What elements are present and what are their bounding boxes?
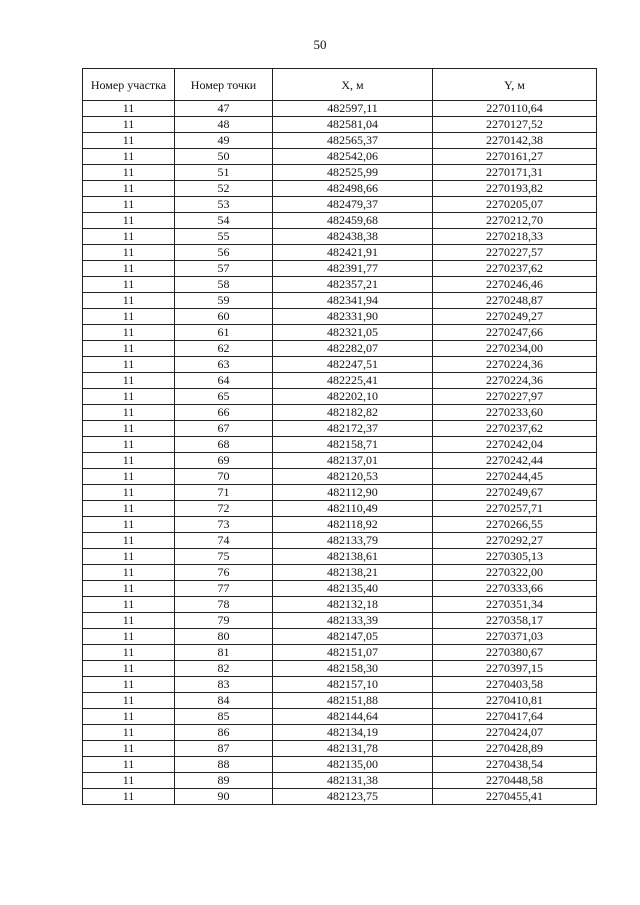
cell-plot-number: 11 bbox=[83, 581, 175, 597]
cell-point-number: 88 bbox=[175, 757, 273, 773]
cell-x-coordinate: 482459,68 bbox=[273, 213, 433, 229]
cell-x-coordinate: 482391,77 bbox=[273, 261, 433, 277]
cell-plot-number: 11 bbox=[83, 421, 175, 437]
header-x-coordinate: X, м bbox=[273, 69, 433, 101]
cell-plot-number: 11 bbox=[83, 453, 175, 469]
table-row bbox=[83, 773, 597, 789]
cell-plot-number: 11 bbox=[83, 533, 175, 549]
cell-x-coordinate: 482131,38 bbox=[273, 773, 433, 789]
cell-point-number: 80 bbox=[175, 629, 273, 645]
cell-x-coordinate: 482135,40 bbox=[273, 581, 433, 597]
cell-y-coordinate: 2270227,57 bbox=[433, 245, 597, 261]
cell-point-number: 61 bbox=[175, 325, 273, 341]
cell-point-number: 49 bbox=[175, 133, 273, 149]
cell-y-coordinate: 2270351,34 bbox=[433, 597, 597, 613]
cell-x-coordinate: 482133,79 bbox=[273, 533, 433, 549]
cell-point-number: 55 bbox=[175, 229, 273, 245]
cell-y-coordinate: 2270234,00 bbox=[433, 341, 597, 357]
cell-plot-number: 11 bbox=[83, 293, 175, 309]
table-row bbox=[83, 677, 597, 693]
cell-y-coordinate: 2270403,58 bbox=[433, 677, 597, 693]
cell-y-coordinate: 2270358,17 bbox=[433, 613, 597, 629]
cell-plot-number: 11 bbox=[83, 469, 175, 485]
cell-point-number: 58 bbox=[175, 277, 273, 293]
cell-plot-number: 11 bbox=[83, 117, 175, 133]
cell-point-number: 75 bbox=[175, 549, 273, 565]
cell-plot-number: 11 bbox=[83, 709, 175, 725]
table-row bbox=[83, 549, 597, 565]
table-row bbox=[83, 357, 597, 373]
cell-plot-number: 11 bbox=[83, 629, 175, 645]
cell-plot-number: 11 bbox=[83, 789, 175, 805]
cell-point-number: 53 bbox=[175, 197, 273, 213]
table-row bbox=[83, 181, 597, 197]
table-row bbox=[83, 405, 597, 421]
cell-plot-number: 11 bbox=[83, 725, 175, 741]
cell-x-coordinate: 482331,90 bbox=[273, 309, 433, 325]
cell-plot-number: 11 bbox=[83, 437, 175, 453]
cell-plot-number: 11 bbox=[83, 677, 175, 693]
cell-y-coordinate: 2270292,27 bbox=[433, 533, 597, 549]
cell-plot-number: 11 bbox=[83, 549, 175, 565]
cell-x-coordinate: 482542,06 bbox=[273, 149, 433, 165]
cell-plot-number: 11 bbox=[83, 373, 175, 389]
cell-plot-number: 11 bbox=[83, 405, 175, 421]
cell-point-number: 50 bbox=[175, 149, 273, 165]
table-row bbox=[83, 517, 597, 533]
cell-plot-number: 11 bbox=[83, 165, 175, 181]
cell-y-coordinate: 2270242,44 bbox=[433, 453, 597, 469]
table-row bbox=[83, 293, 597, 309]
header-point-number: Номер точки bbox=[175, 69, 273, 101]
table-row bbox=[83, 373, 597, 389]
cell-x-coordinate: 482134,19 bbox=[273, 725, 433, 741]
cell-x-coordinate: 482118,92 bbox=[273, 517, 433, 533]
table-row bbox=[83, 533, 597, 549]
cell-point-number: 65 bbox=[175, 389, 273, 405]
cell-point-number: 76 bbox=[175, 565, 273, 581]
cell-plot-number: 11 bbox=[83, 517, 175, 533]
cell-point-number: 63 bbox=[175, 357, 273, 373]
cell-y-coordinate: 2270438,54 bbox=[433, 757, 597, 773]
cell-plot-number: 11 bbox=[83, 277, 175, 293]
cell-point-number: 71 bbox=[175, 485, 273, 501]
cell-x-coordinate: 482225,41 bbox=[273, 373, 433, 389]
coordinates-table bbox=[82, 68, 597, 805]
cell-x-coordinate: 482120,53 bbox=[273, 469, 433, 485]
cell-x-coordinate: 482597,11 bbox=[273, 101, 433, 117]
cell-y-coordinate: 2270233,60 bbox=[433, 405, 597, 421]
cell-y-coordinate: 2270161,27 bbox=[433, 149, 597, 165]
cell-y-coordinate: 2270424,07 bbox=[433, 725, 597, 741]
cell-point-number: 60 bbox=[175, 309, 273, 325]
table-row bbox=[83, 789, 597, 805]
cell-y-coordinate: 2270242,04 bbox=[433, 437, 597, 453]
cell-plot-number: 11 bbox=[83, 741, 175, 757]
cell-point-number: 48 bbox=[175, 117, 273, 133]
cell-x-coordinate: 482138,61 bbox=[273, 549, 433, 565]
table-row bbox=[83, 389, 597, 405]
cell-plot-number: 11 bbox=[83, 197, 175, 213]
table-row bbox=[83, 613, 597, 629]
table-row bbox=[83, 501, 597, 517]
cell-plot-number: 11 bbox=[83, 773, 175, 789]
cell-y-coordinate: 2270193,82 bbox=[433, 181, 597, 197]
cell-y-coordinate: 2270224,36 bbox=[433, 373, 597, 389]
cell-x-coordinate: 482112,90 bbox=[273, 485, 433, 501]
table-row bbox=[83, 437, 597, 453]
table-row bbox=[83, 197, 597, 213]
header-y-coordinate: Y, м bbox=[433, 69, 597, 101]
cell-plot-number: 11 bbox=[83, 597, 175, 613]
cell-x-coordinate: 482135,00 bbox=[273, 757, 433, 773]
cell-plot-number: 11 bbox=[83, 661, 175, 677]
cell-y-coordinate: 2270248,87 bbox=[433, 293, 597, 309]
cell-point-number: 78 bbox=[175, 597, 273, 613]
table-row bbox=[83, 165, 597, 181]
cell-x-coordinate: 482158,71 bbox=[273, 437, 433, 453]
cell-y-coordinate: 2270205,07 bbox=[433, 197, 597, 213]
table-row bbox=[83, 133, 597, 149]
table-row bbox=[83, 341, 597, 357]
cell-y-coordinate: 2270249,27 bbox=[433, 309, 597, 325]
cell-point-number: 86 bbox=[175, 725, 273, 741]
page-number: 50 bbox=[313, 37, 327, 52]
cell-x-coordinate: 482421,91 bbox=[273, 245, 433, 261]
cell-plot-number: 11 bbox=[83, 565, 175, 581]
cell-plot-number: 11 bbox=[83, 261, 175, 277]
cell-point-number: 87 bbox=[175, 741, 273, 757]
cell-y-coordinate: 2270322,00 bbox=[433, 565, 597, 581]
cell-y-coordinate: 2270305,13 bbox=[433, 549, 597, 565]
table-row bbox=[83, 629, 597, 645]
cell-y-coordinate: 2270397,15 bbox=[433, 661, 597, 677]
cell-x-coordinate: 482144,64 bbox=[273, 709, 433, 725]
cell-x-coordinate: 482321,05 bbox=[273, 325, 433, 341]
cell-x-coordinate: 482341,94 bbox=[273, 293, 433, 309]
cell-y-coordinate: 2270224,36 bbox=[433, 357, 597, 373]
cell-y-coordinate: 2270380,67 bbox=[433, 645, 597, 661]
cell-y-coordinate: 2270110,64 bbox=[433, 101, 597, 117]
cell-x-coordinate: 482498,66 bbox=[273, 181, 433, 197]
cell-y-coordinate: 2270237,62 bbox=[433, 421, 597, 437]
cell-y-coordinate: 2270371,03 bbox=[433, 629, 597, 645]
table-row bbox=[83, 581, 597, 597]
table-row bbox=[83, 597, 597, 613]
cell-x-coordinate: 482282,07 bbox=[273, 341, 433, 357]
cell-plot-number: 11 bbox=[83, 389, 175, 405]
table-row bbox=[83, 229, 597, 245]
cell-x-coordinate: 482151,88 bbox=[273, 693, 433, 709]
cell-point-number: 84 bbox=[175, 693, 273, 709]
cell-point-number: 54 bbox=[175, 213, 273, 229]
cell-x-coordinate: 482202,10 bbox=[273, 389, 433, 405]
cell-x-coordinate: 482247,51 bbox=[273, 357, 433, 373]
cell-point-number: 64 bbox=[175, 373, 273, 389]
cell-point-number: 77 bbox=[175, 581, 273, 597]
table-row bbox=[83, 261, 597, 277]
cell-y-coordinate: 2270142,38 bbox=[433, 133, 597, 149]
cell-plot-number: 11 bbox=[83, 357, 175, 373]
table-body bbox=[83, 101, 597, 805]
cell-x-coordinate: 482158,30 bbox=[273, 661, 433, 677]
cell-point-number: 72 bbox=[175, 501, 273, 517]
cell-point-number: 73 bbox=[175, 517, 273, 533]
cell-x-coordinate: 482137,01 bbox=[273, 453, 433, 469]
cell-y-coordinate: 2270257,71 bbox=[433, 501, 597, 517]
cell-x-coordinate: 482132,18 bbox=[273, 597, 433, 613]
cell-y-coordinate: 2270244,45 bbox=[433, 469, 597, 485]
cell-point-number: 67 bbox=[175, 421, 273, 437]
table-row bbox=[83, 325, 597, 341]
cell-point-number: 68 bbox=[175, 437, 273, 453]
cell-point-number: 52 bbox=[175, 181, 273, 197]
cell-plot-number: 11 bbox=[83, 213, 175, 229]
table-row bbox=[83, 709, 597, 725]
cell-plot-number: 11 bbox=[83, 181, 175, 197]
cell-plot-number: 11 bbox=[83, 693, 175, 709]
cell-point-number: 79 bbox=[175, 613, 273, 629]
cell-plot-number: 11 bbox=[83, 501, 175, 517]
table-row bbox=[83, 485, 597, 501]
cell-point-number: 59 bbox=[175, 293, 273, 309]
cell-x-coordinate: 482525,99 bbox=[273, 165, 433, 181]
cell-point-number: 82 bbox=[175, 661, 273, 677]
cell-x-coordinate: 482131,78 bbox=[273, 741, 433, 757]
table-row bbox=[83, 277, 597, 293]
table-row bbox=[83, 453, 597, 469]
cell-point-number: 69 bbox=[175, 453, 273, 469]
cell-plot-number: 11 bbox=[83, 485, 175, 501]
cell-x-coordinate: 482581,04 bbox=[273, 117, 433, 133]
cell-y-coordinate: 2270212,70 bbox=[433, 213, 597, 229]
cell-plot-number: 11 bbox=[83, 133, 175, 149]
table-row bbox=[83, 725, 597, 741]
cell-plot-number: 11 bbox=[83, 245, 175, 261]
cell-plot-number: 11 bbox=[83, 229, 175, 245]
cell-x-coordinate: 482357,21 bbox=[273, 277, 433, 293]
cell-point-number: 83 bbox=[175, 677, 273, 693]
cell-point-number: 70 bbox=[175, 469, 273, 485]
cell-point-number: 57 bbox=[175, 261, 273, 277]
table-row bbox=[83, 693, 597, 709]
cell-x-coordinate: 482147,05 bbox=[273, 629, 433, 645]
cell-x-coordinate: 482172,37 bbox=[273, 421, 433, 437]
cell-point-number: 90 bbox=[175, 789, 273, 805]
cell-y-coordinate: 2270237,62 bbox=[433, 261, 597, 277]
cell-plot-number: 11 bbox=[83, 613, 175, 629]
cell-point-number: 85 bbox=[175, 709, 273, 725]
table-row bbox=[83, 117, 597, 133]
cell-x-coordinate: 482133,39 bbox=[273, 613, 433, 629]
cell-x-coordinate: 482123,75 bbox=[273, 789, 433, 805]
cell-point-number: 56 bbox=[175, 245, 273, 261]
cell-point-number: 47 bbox=[175, 101, 273, 117]
cell-y-coordinate: 2270249,67 bbox=[433, 485, 597, 501]
table-row bbox=[83, 661, 597, 677]
cell-plot-number: 11 bbox=[83, 325, 175, 341]
cell-y-coordinate: 2270410,81 bbox=[433, 693, 597, 709]
cell-x-coordinate: 482110,49 bbox=[273, 501, 433, 517]
cell-plot-number: 11 bbox=[83, 757, 175, 773]
cell-y-coordinate: 2270246,46 bbox=[433, 277, 597, 293]
cell-plot-number: 11 bbox=[83, 309, 175, 325]
cell-y-coordinate: 2270428,89 bbox=[433, 741, 597, 757]
cell-plot-number: 11 bbox=[83, 341, 175, 357]
cell-y-coordinate: 2270227,97 bbox=[433, 389, 597, 405]
table-row bbox=[83, 213, 597, 229]
cell-point-number: 81 bbox=[175, 645, 273, 661]
table-header-row bbox=[83, 69, 597, 101]
cell-point-number: 66 bbox=[175, 405, 273, 421]
cell-plot-number: 11 bbox=[83, 101, 175, 117]
cell-plot-number: 11 bbox=[83, 645, 175, 661]
cell-y-coordinate: 2270171,31 bbox=[433, 165, 597, 181]
cell-point-number: 74 bbox=[175, 533, 273, 549]
cell-y-coordinate: 2270455,41 bbox=[433, 789, 597, 805]
cell-x-coordinate: 482157,10 bbox=[273, 677, 433, 693]
cell-point-number: 62 bbox=[175, 341, 273, 357]
cell-x-coordinate: 482182,82 bbox=[273, 405, 433, 421]
cell-y-coordinate: 2270127,52 bbox=[433, 117, 597, 133]
cell-point-number: 51 bbox=[175, 165, 273, 181]
table-row bbox=[83, 309, 597, 325]
cell-y-coordinate: 2270417,64 bbox=[433, 709, 597, 725]
cell-x-coordinate: 482151,07 bbox=[273, 645, 433, 661]
table-row bbox=[83, 149, 597, 165]
cell-y-coordinate: 2270448,58 bbox=[433, 773, 597, 789]
table-row bbox=[83, 101, 597, 117]
cell-y-coordinate: 2270218,33 bbox=[433, 229, 597, 245]
table-row bbox=[83, 565, 597, 581]
cell-x-coordinate: 482479,37 bbox=[273, 197, 433, 213]
cell-y-coordinate: 2270247,66 bbox=[433, 325, 597, 341]
table-row bbox=[83, 741, 597, 757]
cell-plot-number: 11 bbox=[83, 149, 175, 165]
cell-x-coordinate: 482565,37 bbox=[273, 133, 433, 149]
cell-point-number: 89 bbox=[175, 773, 273, 789]
table-row bbox=[83, 645, 597, 661]
cell-y-coordinate: 2270266,55 bbox=[433, 517, 597, 533]
table-row bbox=[83, 757, 597, 773]
header-plot-number: Номер участка bbox=[83, 69, 175, 101]
table-row bbox=[83, 469, 597, 485]
cell-x-coordinate: 482438,38 bbox=[273, 229, 433, 245]
cell-x-coordinate: 482138,21 bbox=[273, 565, 433, 581]
table-row bbox=[83, 245, 597, 261]
cell-y-coordinate: 2270333,66 bbox=[433, 581, 597, 597]
table-row bbox=[83, 421, 597, 437]
